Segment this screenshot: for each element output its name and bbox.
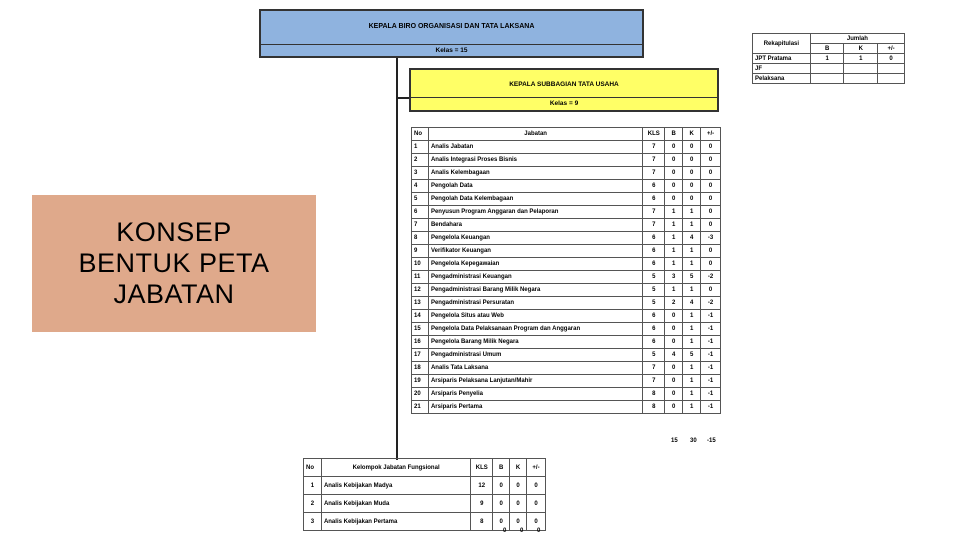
connector-main [396,58,398,460]
row-k: 1 [683,401,701,414]
row-no: 4 [412,180,429,193]
row-kls: 7 [643,206,665,219]
col-b: B [665,128,683,141]
row-no: 18 [412,362,429,375]
row-diff: -1 [701,401,721,414]
row-diff: -2 [701,271,721,284]
rekap-label: JF [753,64,811,74]
row-diff: 0 [701,206,721,219]
row-k: 0 [683,180,701,193]
rekap-b [810,74,844,84]
row-b: 0 [665,362,683,375]
frow-diff: 0 [527,495,546,513]
row-kls: 6 [643,232,665,245]
row-no: 15 [412,323,429,336]
connector-sub [396,97,410,99]
row-jabatan: Arsiparis Penyelia [428,388,642,401]
jabatan-row [412,180,721,193]
rekap-label: Pelaksana [753,74,811,84]
row-kls: 7 [643,219,665,232]
row-kls: 5 [643,271,665,284]
row-jabatan: Pengelola Situs atau Web [428,310,642,323]
row-no: 21 [412,401,429,414]
sub-title: KEPALA SUBBAGIAN TATA USAHA [509,81,619,88]
row-k: 1 [683,375,701,388]
frow-no: 1 [304,477,322,495]
jabatan-row [412,297,721,310]
frow-b: 0 [493,477,510,495]
row-no: 14 [412,310,429,323]
row-kls: 7 [643,167,665,180]
row-diff: -3 [701,232,721,245]
row-kls: 8 [643,401,665,414]
row-diff: -2 [701,297,721,310]
row-diff: -1 [701,362,721,375]
row-b: 2 [665,297,683,310]
fungsional-table [303,458,546,531]
jabatan-row [412,141,721,154]
fungsional-total-diff: 0 [537,528,541,534]
row-b: 0 [665,180,683,193]
fcol-b: B [493,459,510,477]
col-k: K [683,128,701,141]
row-b: 0 [665,310,683,323]
row-k: 1 [683,336,701,349]
row-no: 16 [412,336,429,349]
row-jabatan: Analis Kelembagaan [428,167,642,180]
fcol-diff: +/- [527,459,546,477]
row-jabatan: Pengadministrasi Keuangan [428,271,642,284]
col-kls: KLS [643,128,665,141]
jabatan-row [412,336,721,349]
row-diff: -1 [701,375,721,388]
row-diff: -1 [701,349,721,362]
jabatan-total-b: 15 [671,438,678,444]
frow-no: 2 [304,495,322,513]
row-b: 0 [665,388,683,401]
jabatan-row [412,388,721,401]
row-kls: 6 [643,258,665,271]
rekap-k: 1 [844,54,878,64]
row-b: 1 [665,245,683,258]
title-text [78,217,269,310]
row-b: 0 [665,167,683,180]
row-jabatan: Pengelola Keuangan [428,232,642,245]
row-k: 0 [683,167,701,180]
row-jabatan: Arsiparis Pelaksana Lanjutan/Mahir [428,375,642,388]
row-kls: 6 [643,310,665,323]
fungsional-row [304,477,546,495]
row-no: 8 [412,232,429,245]
row-no: 9 [412,245,429,258]
row-no: 3 [412,167,429,180]
fcol-no: No [304,459,322,477]
row-no: 19 [412,375,429,388]
col-diff: +/- [701,128,721,141]
row-diff: 0 [701,180,721,193]
jabatan-row [412,245,721,258]
row-no: 6 [412,206,429,219]
rekap-diff [878,74,905,84]
row-no: 2 [412,154,429,167]
frow-diff: 0 [527,477,546,495]
jabatan-row [412,219,721,232]
row-kls: 8 [643,388,665,401]
row-kls: 6 [643,193,665,206]
frow-kls: 8 [471,513,493,531]
row-diff: 0 [701,193,721,206]
row-b: 1 [665,219,683,232]
row-k: 1 [683,219,701,232]
jabatan-row [412,258,721,271]
row-diff: 0 [701,245,721,258]
row-b: 3 [665,271,683,284]
row-jabatan: Pengolah Data Kelembagaan [428,193,642,206]
row-diff: -1 [701,388,721,401]
rekap-col-k: K [844,44,878,54]
row-k: 0 [683,193,701,206]
jabatan-row [412,167,721,180]
fungsional-total-b: 0 [503,528,507,534]
row-no: 5 [412,193,429,206]
rekap-col-b: B [810,44,844,54]
row-diff: 0 [701,284,721,297]
row-kls: 5 [643,297,665,310]
rekap-diff: 0 [878,54,905,64]
row-k: 4 [683,297,701,310]
row-diff: 0 [701,141,721,154]
row-k: 1 [683,258,701,271]
row-b: 0 [665,154,683,167]
fungsional-row [304,495,546,513]
jabatan-row [412,401,721,414]
row-k: 1 [683,388,701,401]
row-no: 17 [412,349,429,362]
rekap-diff [878,64,905,74]
row-b: 1 [665,232,683,245]
row-diff: -1 [701,336,721,349]
title-line-3: JABATAN [113,279,235,309]
row-b: 1 [665,284,683,297]
row-kls: 6 [643,323,665,336]
row-no: 11 [412,271,429,284]
row-jabatan: Pengelola Kepegawaian [428,258,642,271]
frow-kls: 9 [471,495,493,513]
rekap-row [753,64,905,74]
frow-kls: 12 [471,477,493,495]
jabatan-row [412,232,721,245]
row-b: 0 [665,323,683,336]
row-jabatan: Pengelola Barang Milik Negara [428,336,642,349]
row-k: 1 [683,206,701,219]
row-jabatan: Analis Integrasi Proses Bisnis [428,154,642,167]
row-b: 0 [665,401,683,414]
sub-box [409,68,719,112]
row-k: 0 [683,154,701,167]
row-no: 13 [412,297,429,310]
row-jabatan: Pengadministrasi Persuratan [428,297,642,310]
frow-k: 0 [510,513,527,531]
fungsional-header-row [304,459,546,477]
row-b: 0 [665,193,683,206]
frow-diff: 0 [527,513,546,531]
fungsional-row [304,513,546,531]
jabatan-row [412,284,721,297]
frow-kelompok: Analis Kebijakan Muda [321,495,470,513]
frow-kelompok: Analis Kebijakan Madya [321,477,470,495]
col-jabatan: Jabatan [428,128,642,141]
row-k: 1 [683,310,701,323]
rekap-header-row [753,34,905,44]
row-jabatan: Analis Jabatan [428,141,642,154]
jabatan-row [412,362,721,375]
frow-b: 0 [493,495,510,513]
row-diff: -1 [701,310,721,323]
row-b: 0 [665,336,683,349]
row-b: 1 [665,206,683,219]
jabatan-row [412,323,721,336]
rekap-col-diff: +/- [878,44,905,54]
rekap-k [844,64,878,74]
row-kls: 7 [643,375,665,388]
jabatan-header-row [412,128,721,141]
row-no: 7 [412,219,429,232]
frow-k: 0 [510,495,527,513]
row-kls: 5 [643,349,665,362]
row-b: 0 [665,375,683,388]
frow-k: 0 [510,477,527,495]
row-k: 1 [683,284,701,297]
row-diff: 0 [701,167,721,180]
row-jabatan: Arsiparis Pertama [428,401,642,414]
row-no: 10 [412,258,429,271]
fcol-k: K [510,459,527,477]
row-no: 12 [412,284,429,297]
row-jabatan: Pengadministrasi Umum [428,349,642,362]
row-k: 1 [683,323,701,336]
jabatan-row [412,193,721,206]
row-kls: 5 [643,284,665,297]
row-b: 1 [665,258,683,271]
row-k: 4 [683,232,701,245]
row-jabatan: Pengelola Data Pelaksanaan Program dan Anggaran [428,323,642,336]
row-k: 5 [683,349,701,362]
title-line-1: KONSEP [116,217,232,247]
jabatan-row [412,375,721,388]
row-kls: 6 [643,245,665,258]
row-no: 1 [412,141,429,154]
rekap-label: JPT Pratama [753,54,811,64]
title-line-2: BENTUK PETA [78,248,270,278]
row-jabatan: Verifikator Keuangan [428,245,642,258]
jabatan-total-k: 30 [690,438,697,444]
row-k: 1 [683,245,701,258]
rekap-header-group: Jumlah [810,34,904,44]
rekap-table [752,33,905,84]
rekap-row [753,54,905,64]
rekap-header-left: Rekapitulasi [753,34,811,54]
head-title: KEPALA BIRO ORGANISASI DAN TATA LAKSANA [368,23,535,30]
frow-kelompok: Analis Kebijakan Pertama [321,513,470,531]
row-diff: 0 [701,258,721,271]
row-diff: 0 [701,154,721,167]
rekap-k [844,74,878,84]
jabatan-table [411,127,721,414]
row-k: 5 [683,271,701,284]
row-kls: 7 [643,141,665,154]
row-kls: 7 [643,154,665,167]
row-kls: 6 [643,336,665,349]
row-b: 0 [665,141,683,154]
fcol-kls: KLS [471,459,493,477]
jabatan-row [412,206,721,219]
row-kls: 7 [643,362,665,375]
row-kls: 6 [643,180,665,193]
head-kelas: Kelas = 15 [261,44,642,56]
row-no: 20 [412,388,429,401]
rekap-b [810,64,844,74]
row-b: 4 [665,349,683,362]
title-card [32,195,316,332]
row-jabatan: Pengolah Data [428,180,642,193]
jabatan-row [412,271,721,284]
row-jabatan: Pengadministrasi Barang Milik Negara [428,284,642,297]
row-k: 0 [683,141,701,154]
sub-kelas: Kelas = 9 [411,97,717,110]
jabatan-row [412,154,721,167]
fcol-kelompok: Kelompok Jabatan Fungsional [321,459,470,477]
frow-b: 0 [493,513,510,531]
rekap-row [753,74,905,84]
jabatan-total-diff: -15 [707,438,716,444]
col-no: No [412,128,429,141]
row-diff: 0 [701,219,721,232]
jabatan-row [412,349,721,362]
row-k: 1 [683,362,701,375]
frow-no: 3 [304,513,322,531]
rekap-b: 1 [810,54,844,64]
fungsional-total-k: 0 [520,528,524,534]
row-jabatan: Bendahara [428,219,642,232]
row-jabatan: Penyusun Program Anggaran dan Pelaporan [428,206,642,219]
jabatan-row [412,310,721,323]
row-jabatan: Analis Tata Laksana [428,362,642,375]
head-box [259,9,644,58]
row-diff: -1 [701,323,721,336]
